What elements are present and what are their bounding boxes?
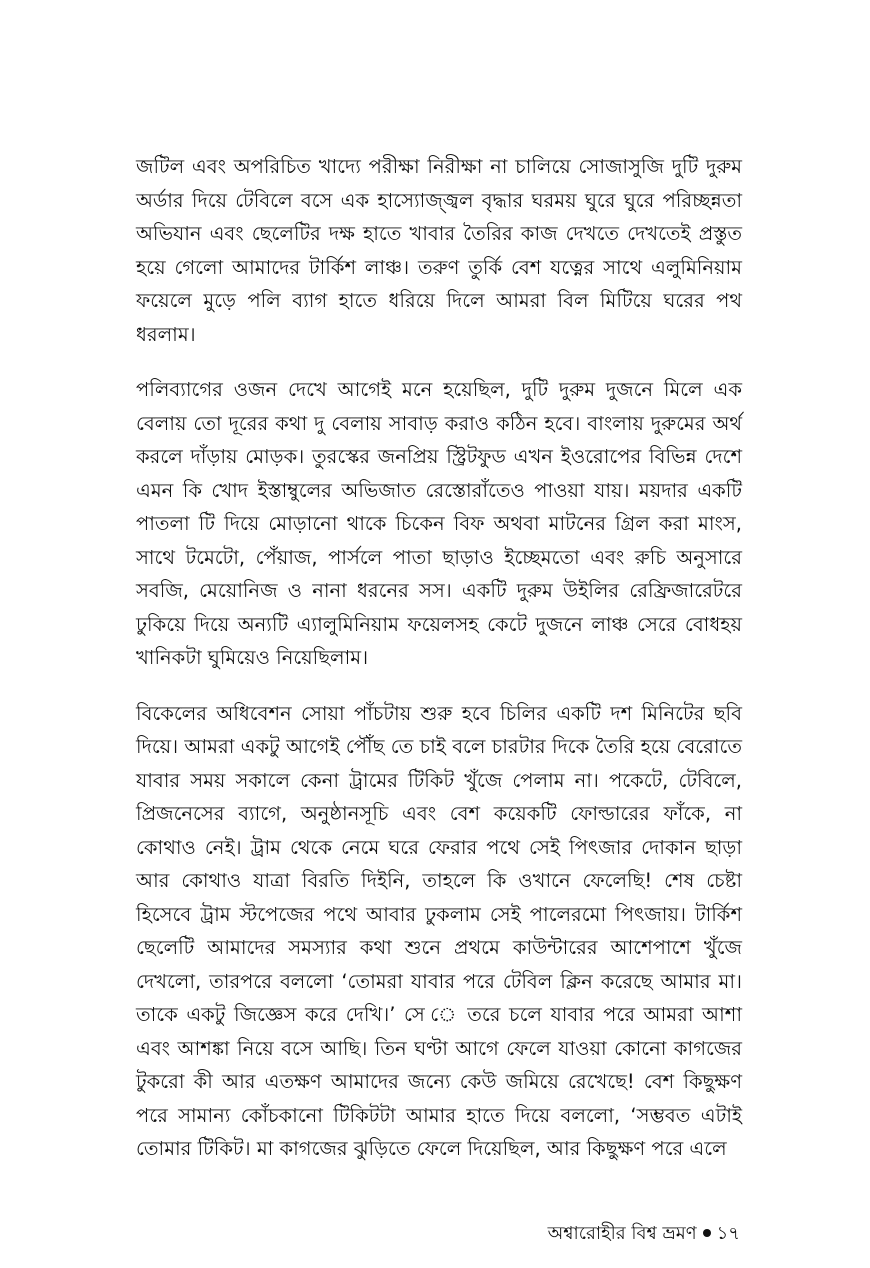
bullet-separator-icon [703,1229,711,1237]
paragraph-2: পলিব্যাগের ওজন দেখে আগেই মনে হয়েছিল, দুটি দুরুম দুজনে মিলে এক বেলায় তো দূরের কথা দু বেলায় সাবাড় করাও কঠিন হবে। বাংলায় দুরুমের অর্থ করলে দাঁড়ায় মোড়ক। তুরস্কের জনপ্রিয় স্ট্রিটফুড এখন ইওরোপের বিভিন্ন দেশে এমন কি খোদ ইস্তাম্বুলের অভিজাত রেস্তোরাঁতেও পাওয়া যায়। ময়দার একটি পাতলা টি দিয়ে মোড়ানো থাকে চিকেন বিফ অথবা মাটনের গ্রিল করা মাংস, সাথে টমেটো, পেঁয়াজ, পার্সলে পাতা ছাড়াও ইচ্ছেমতো এবং রুচি অনুসারে সবজি, মেয়োনিজ ও নানা ধরনের সস। একটি দুরুম উইলির রেফ্রিজারেটরে ঢুকিয়ে দিয়ে অন্যটি এ্যালুমিনিয়াম ফয়েলসহ কেটে দুজনে লাঞ্চ সেরে বোধহয় খানিকটা ঘুমিয়েও নিয়েছিলাম। [136,378,742,669]
page-footer [548,1222,740,1246]
paragraph-1: জটিল এবং অপরিচিত খাদ্যে পরীক্ষা নিরীক্ষা না চালিয়ে সোজাসুজি দুটি দুরুম অর্ডার দিয়ে টেবিলে বসে এক হাস্যোজ্জ্বল বৃদ্ধার ঘরময় ঘুরে ঘুরে পরিচ্ছন্নতা অভিযান এবং ছেলেটির দক্ষ হাতে খাবার তৈরির কাজ দেখতে দেখতেই প্রস্তুত হয়ে গেলো আমাদের টার্কিশ লাঞ্চ। তরুণ তুর্কি বেশ যত্নের সাথে এলুমিনিয়াম ফয়েলে মুড়ে পলি ব্যাগ হাতে ধরিয়ে দিলে আমরা বিল মিটিয়ে ঘরের পথ ধরলাম। [136,155,742,346]
running-title: অশ্বারোহীর বিশ্ব ভ্রমণ [547,1223,697,1244]
page-number: ১৭ [716,1223,740,1244]
page-body [136,150,742,1188]
paragraph-3: বিকেলের অধিবেশন সোয়া পাঁচটায় শুরু হবে চিলির একটি দশ মিনিটের ছবি দিয়ে। আমরা একটু আগেই পৌঁছ তে চাই বলে চারটার দিকে তৈরি হয়ে বেরোতে যাবার সময় সকালে কেনা ট্রামের টিকিট খুঁজে পেলাম না। পকেটে, টেবিলে, প্রিজনেসের ব্যাগে, অনুষ্ঠানসূচি এবং বেশ কয়েকটি ফোল্ডারের ফাঁকে, না কোথাও নেই। ট্রাম থেকে নেমে ঘরে ফেরার পথে সেই পিৎজার দোকান ছাড়া আর কোথাও যাত্রা বিরতি দিইনি, তাহলে কি ওখানে ফেলেছি! শেষ চেষ্টা হিসেবে ট্রাম স্টপেজের পথে আবার ঢুকলাম সেই পালেরমো পিৎজায়। টার্কিশ ছেলেটি আমাদের সমস্যার কথা শুনে প্রথমে কাউন্টারের আশেপাশে খুঁজে দেখলো, তারপরে বললো ‘তোমরা যাবার পরে টেবিল ক্লিন করেছে আমার মা। তাকে একটু জিজ্ঞেস করে দেখি।’ সে ে তরে চলে যাবার পরে আমরা আশা এবং আশঙ্কা নিয়ে বসে আছি। তিন ঘণ্টা আগে ফেলে যাওয়া কোনো কাগজের টুকরো কী আর এতক্ষণ আমাদের জন্যে কেউ জমিয়ে রেখেছে! বেশ কিছুক্ষণ পরে সামান্য কোঁচকানো টিকিটটা আমার হাতে দিয়ে বললো, ‘সম্ভবত এটাই তোমার টিকিট। মা কাগজের ঝুড়িতে ফেলে দিয়েছিল, আর কিছুক্ষণ পরে এলে [136,701,742,1160]
